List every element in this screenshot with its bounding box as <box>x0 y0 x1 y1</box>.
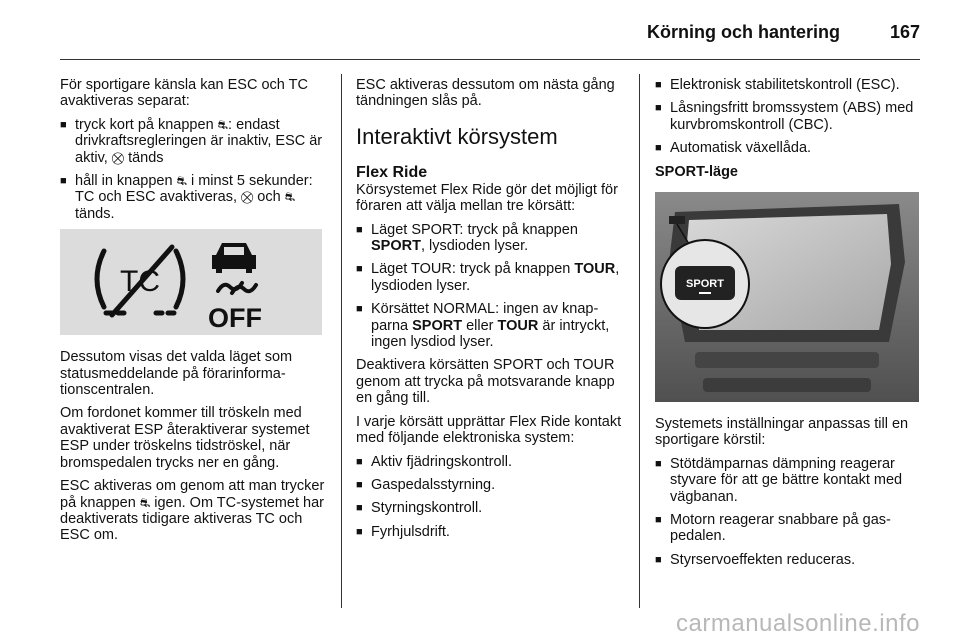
list-item: ■ Stötdämparnas dämpning reagerar styvare för att ge bättre kontakt med vägbanan. <box>655 456 925 505</box>
list-item <box>356 222 628 255</box>
bullet-list <box>655 456 925 568</box>
subsection-heading: SPORT-läge <box>655 163 738 180</box>
paragraph: För sportigare känsla kan ESC och TC avaktiveras separat: <box>60 77 308 110</box>
list-item: ■ Fyrhjulsdrift. <box>356 524 628 540</box>
list-item: ■ Motorn reagerar snabbare på gaspedalen. <box>655 512 925 545</box>
tc-off-and-esc-off-icons <box>60 229 322 335</box>
text: och <box>253 189 285 206</box>
paragraph <box>60 478 330 544</box>
list-item: ■ Låsningsfritt bromssystem (ABS) med kurvbromskontroll (CBC). <box>655 100 925 133</box>
text: tänds. <box>75 205 115 222</box>
list-item <box>356 261 628 294</box>
text: : endast drivkraftsregleringen är inaktiv, ESC är aktiv, <box>75 116 323 166</box>
paragraph: Körsystemet Flex Ride gör det möjligt för föraren att välja mellan tre körsätt: <box>356 181 618 215</box>
text: Läget SPORT: tryck på knappen <box>371 221 578 238</box>
skid-mark-right <box>232 285 256 293</box>
column-3 <box>655 77 925 575</box>
text: tryck kort på knappen <box>75 116 218 133</box>
text: ESC aktiveras om genom att man trycker på knappen <box>60 478 325 511</box>
list-item: ■ Styrservoeffekten reduceras. <box>655 552 925 568</box>
running-header-title: Körning och hantering <box>647 22 840 42</box>
paragraph: Deaktivera körsätten SPORT och TOUR genom att trycka på motsvarande knapp en gång till. <box>356 357 615 407</box>
column-2 <box>356 77 628 547</box>
off-icon-label: OFF <box>208 303 262 334</box>
paragraph: Dessutom visas det valda läget som statusmeddelande på förarinformationscentralen. <box>60 349 293 399</box>
paragraph: ESC aktiveras dessutom om nästa gång tändningen slås på. <box>356 77 615 110</box>
bold-text: SPORT <box>412 317 463 334</box>
page-number: 167 <box>889 22 920 42</box>
list-item: ■ Aktiv fjädringskontroll. <box>356 454 628 470</box>
text: Läget TOUR: tryck på knappen <box>371 261 575 278</box>
bullet-list <box>655 77 925 157</box>
sport-led-indicator <box>699 292 711 294</box>
bullet-list <box>356 222 628 351</box>
tc-right-arc <box>176 251 183 307</box>
column-divider-1 <box>341 74 342 608</box>
paragraph: Om fordonet kommer till tröskeln med avaktiverat ESP återaktiverar systemet ESP under tröskelns tidströskel, när bromspedalen trycks ner en gång. <box>60 405 310 471</box>
bold-text: TOUR <box>497 317 539 334</box>
text: tänds <box>124 149 164 166</box>
list-item: ■ Styrningskontroll. <box>356 500 628 516</box>
text: är intryckt, ingen lysdiod lyser. <box>371 317 610 351</box>
bullet-list <box>356 454 628 541</box>
bold-text: SPORT <box>371 238 421 255</box>
esc-warning-icon: ⛐ <box>284 190 296 205</box>
subsection-heading: Flex Ride <box>356 163 428 181</box>
text: , lysdioden lyser. <box>420 238 529 255</box>
list-item: ■ Elektronisk stabilitetskontroll (ESC). <box>655 77 925 93</box>
tc-left-arc <box>97 251 104 307</box>
button-row <box>695 352 879 368</box>
column-1 <box>60 77 330 551</box>
esc-off-button-icon: ⛐ <box>176 174 187 189</box>
text: eller <box>462 317 498 334</box>
list-item <box>60 117 330 166</box>
watermark: carmanualsonline.info <box>676 610 920 637</box>
list-item <box>356 301 628 350</box>
tc-off-warning-icon: ⛒ <box>241 190 254 205</box>
paragraph: I varje körsätt upprättar Flex Ride kontakt med följande elektroniska system: <box>356 413 622 447</box>
tc-off-warning-icon: ⛒ <box>111 150 125 165</box>
text: håll in knappen <box>75 173 177 190</box>
text: Körsättet NORMAL: ingen av knapparna <box>371 301 599 334</box>
text: igen. Om TC-systemet har deaktiverats tidigare aktiveras TC och ESC om. <box>60 494 324 544</box>
paragraph: Systemets inställningar anpassas till en sportigare körstil: <box>655 416 909 449</box>
esc-off-button-icon: ⛐ <box>139 495 151 510</box>
list-item: ■ Gaspedalsstyrning. <box>356 477 628 493</box>
text: i minst 5 sekunder: TC och ESC avaktiveras, <box>75 173 313 206</box>
sport-button-photo <box>655 192 919 402</box>
esc-off-button-icon: ⛐ <box>217 117 229 132</box>
dashboard-illustration <box>655 192 919 402</box>
list-item: ■ Automatisk växellåda. <box>655 140 925 156</box>
list-item <box>60 173 330 222</box>
bold-text: TOUR <box>574 261 616 278</box>
small-sport-button <box>669 216 685 224</box>
warning-lamps-illustration <box>60 229 322 335</box>
tc-icon-label: TC <box>120 265 160 299</box>
sport-button-label: SPORT <box>686 278 724 291</box>
column-divider-2 <box>639 74 640 608</box>
bullet-list <box>60 117 330 222</box>
section-heading: Interaktivt körsystem <box>356 123 558 149</box>
text: , lysdioden lyser. <box>371 261 620 294</box>
header-rule <box>60 59 920 60</box>
